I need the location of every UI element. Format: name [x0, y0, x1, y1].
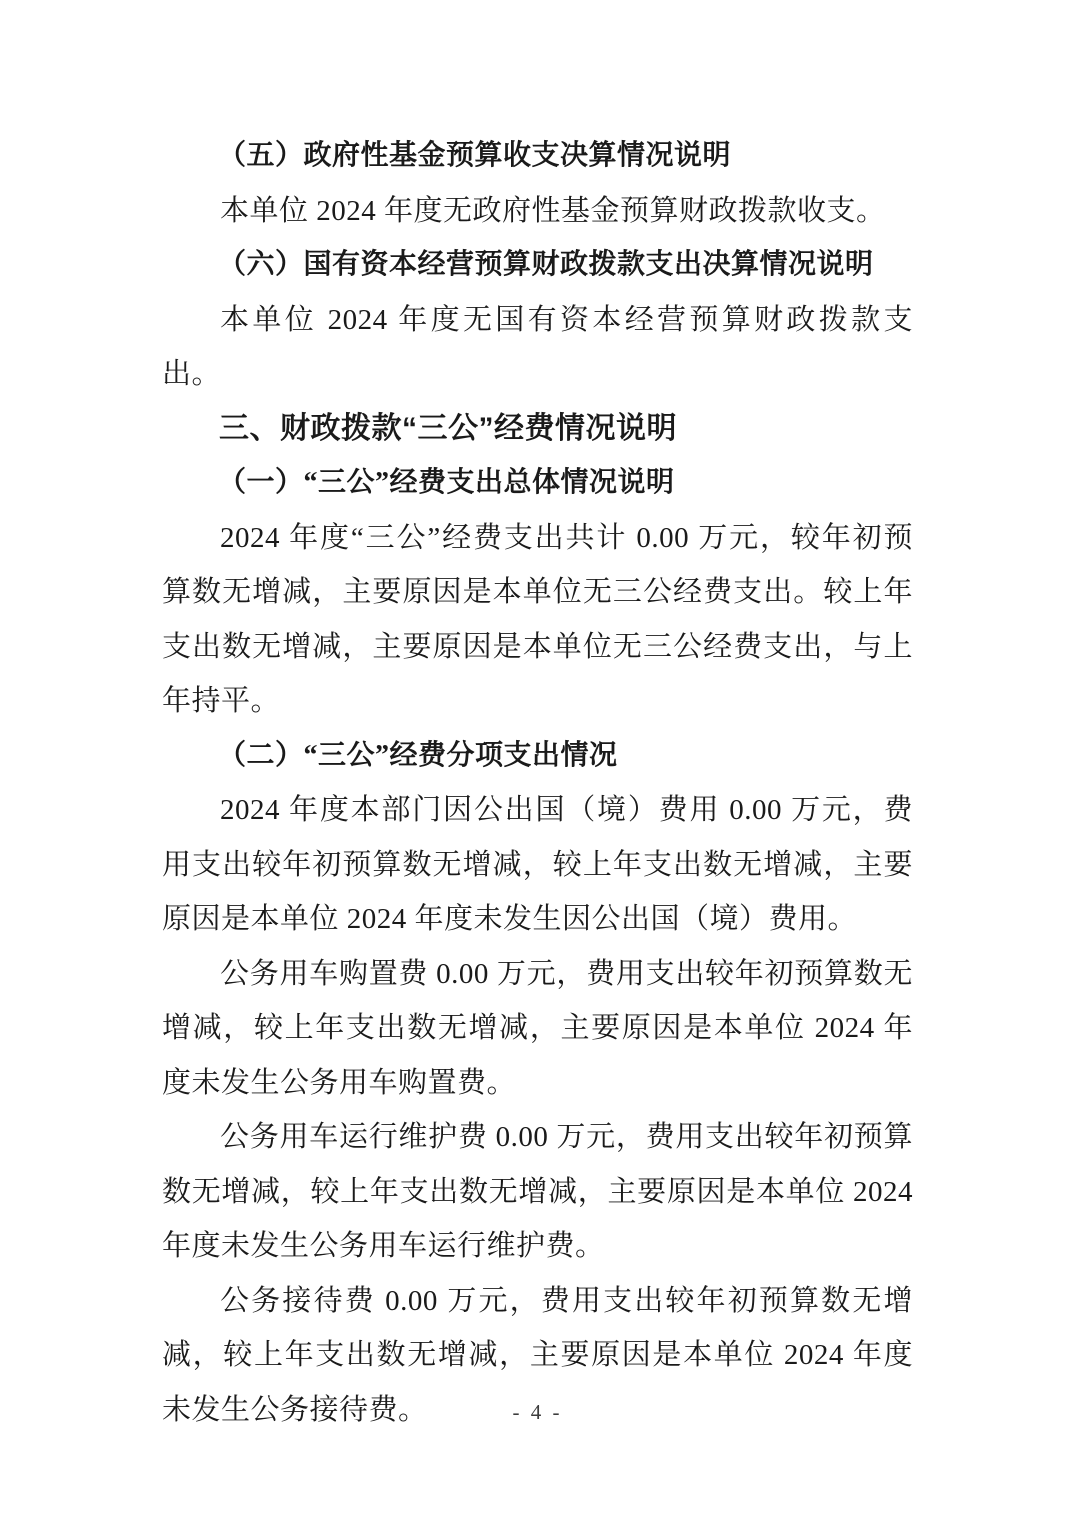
paragraph-official-reception: 公务接待费 0.00 万元，费用支出较年初预算数无增减，较上年支出数无增减，主要原因是本单位 2024 年度未发生公务接待费。 — [162, 1284, 913, 1426]
paragraph-vehicle-purchase: 公务用车购置费 0.00 万元，费用支出较年初预算数无增减，较上年支出数无增减，主要原因是本单位 2024 年度未发生公务用车购置费。 — [162, 957, 913, 1099]
page-number: - 4 - — [512, 1400, 563, 1424]
paragraph-state-capital-budget: 本单位 2024 年度无国有资本经营预算财政拨款支出。 — [162, 303, 913, 390]
paragraph-vehicle-maintenance: 公务用车运行维护费 0.00 万元，费用支出较年初预算数无增减，较上年支出数无增减，主要原因是本单位 2024 年度未发生公务用车运行维护费。 — [162, 1121, 913, 1262]
paragraph-overall-expenditure: 2024 年度“三公”经费支出共计 0.00 万元，较年初预算数无增减，主要原因是本单位无三公经费支出。较上年支出数无增减，主要原因是本单位无三公经费支出，与上年持平。 — [162, 521, 913, 717]
heading-overall-expenditure: （一）“三公”经费支出总体情况说明 — [218, 467, 675, 498]
heading-gov-fund-budget: （五）政府性基金预算收支决算情况说明 — [218, 140, 732, 171]
heading-state-capital-budget: （六）国有资本经营预算财政拨款支出决算情况说明 — [218, 249, 874, 280]
heading-three-public-expenses: 三、财政拨款“三公”经费情况说明 — [219, 411, 677, 445]
paragraph-overseas-travel: 2024 年度本部门因公出国（境）费用 0.00 万元，费用支出较年初预算数无增减，较上年支出数无增减，主要原因是本单位 2024 年度未发生因公出国（境）费用。 — [162, 794, 913, 935]
paragraph-gov-fund-budget: 本单位 2024 年度无政府性基金预算财政拨款收支。 — [220, 194, 886, 227]
document-body — [162, 129, 913, 1437]
heading-itemized-expenditure: （二）“三公”经费分项支出情况 — [218, 739, 618, 771]
